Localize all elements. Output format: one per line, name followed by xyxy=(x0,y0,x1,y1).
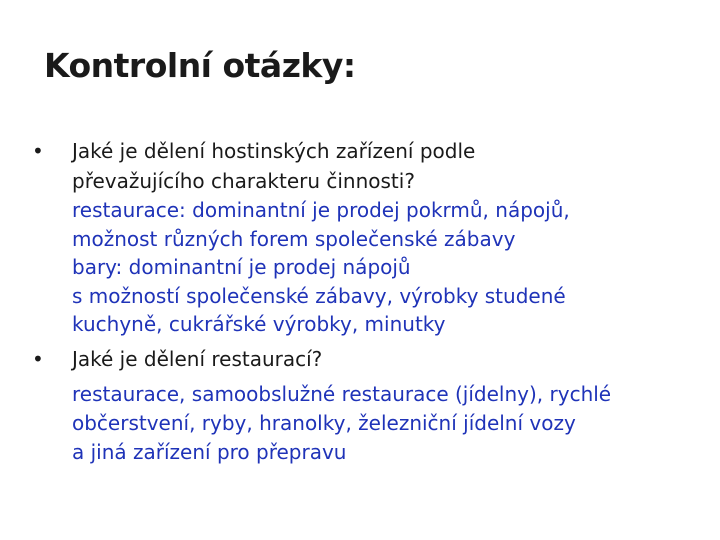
answer-line: restaurace: dominantní je prodej pokrmů, nápojů, xyxy=(72,198,570,222)
answer-line: bary: dominantní je prodej nápojů xyxy=(72,255,411,279)
answer-line: možnost různých forem společenské zábavy xyxy=(72,227,516,251)
bullet-icon: • xyxy=(32,139,44,163)
question-line: Jaké je dělení hostinských zařízení podle xyxy=(72,139,476,163)
bullet-item-question xyxy=(32,344,702,374)
bullet-item-question xyxy=(32,136,702,166)
slide-title: Kontrolní otázky: xyxy=(44,46,356,85)
question-line: převažujícího charakteru činnosti? xyxy=(72,169,415,193)
answer-line: s možností společenské zábavy, výrobky studené xyxy=(72,284,566,308)
question-line: Jaké je dělení restaurací? xyxy=(72,347,323,371)
answer-line: restaurace, samoobslužné restaurace (jídelny), rychlé xyxy=(72,382,612,406)
answer-line: a jiná zařízení pro přepravu xyxy=(72,440,347,464)
answer-line: občerstvení, ryby, hranolky, železniční jídelní vozy xyxy=(72,411,576,435)
bullet-icon: • xyxy=(32,347,44,371)
answer-line: kuchyně, cukrářské výrobky, minutky xyxy=(72,312,446,336)
slide-content xyxy=(32,136,702,467)
